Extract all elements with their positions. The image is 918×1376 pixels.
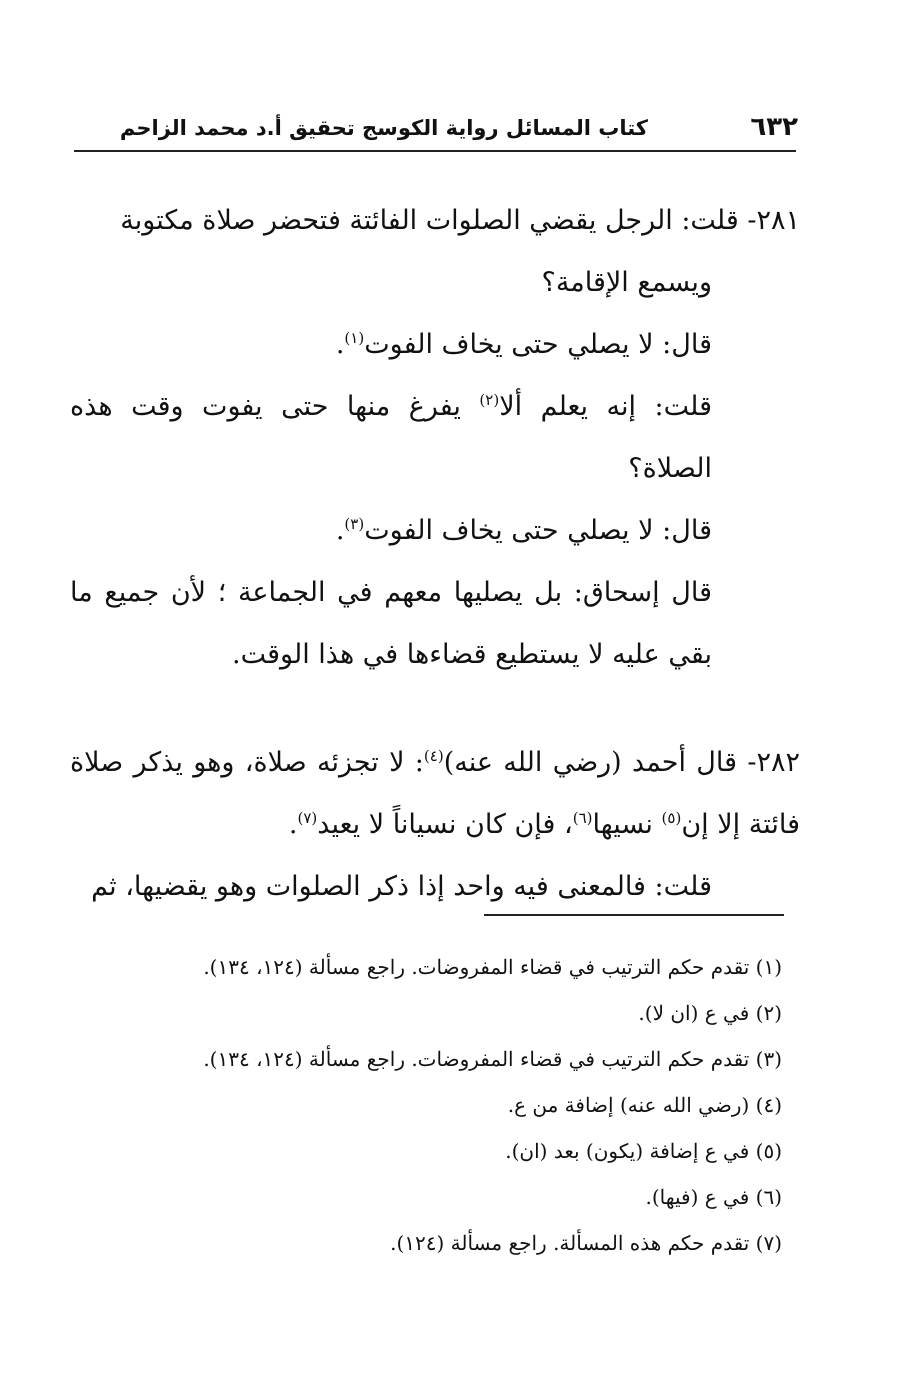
issue-282 — [70, 732, 800, 856]
question-2 — [70, 376, 800, 500]
footnote-ref-2[interactable]: (٢) — [479, 391, 500, 409]
issue-282-text-d: ، فإن كان نسياناً لا يعيد — [317, 809, 573, 840]
answer-1 — [70, 314, 800, 376]
answer-3-text: قال: لا يصلي حتى يخاف الفوت — [364, 515, 712, 546]
header-rule — [74, 150, 796, 152]
issue-281-question — [70, 190, 800, 314]
question-2-text-b: يفرغ منها حتى يفوت وقت هذه الصلاة؟ — [70, 391, 712, 484]
ishaq-statement: قال إسحاق: بل يصليها معهم في الجماعة ؛ لأن جميع ما بقي عليه لا يستطيع قضاءها في هذا الوقت. — [70, 577, 712, 670]
footnote-ref-7[interactable]: (٧) — [297, 809, 318, 827]
footnote-ref-3[interactable]: (٣) — [344, 515, 365, 533]
footnote-ref-1[interactable]: (١) — [344, 329, 365, 347]
issue-282-end: . — [288, 809, 298, 840]
footnote-ref-5[interactable]: (٥) — [661, 809, 682, 827]
main-text — [70, 190, 800, 918]
answer-3-end: . — [335, 515, 345, 546]
question-2-text-a: قلت: إنه يعلم ألا — [499, 391, 712, 422]
issue-282-text-a: ٢٨٢- قال أحمد (رضي الله عنه) — [443, 747, 800, 778]
footnote-7: (٧) تقدم حكم هذه المسألة. راجع مسألة (١٢٤). — [390, 1231, 782, 1255]
issue-282-text-b: : لا تجزئه صلاة، وهو يذكر صلاة فائتة إلا إن — [70, 747, 800, 840]
answer-1-text: قال: لا يصلي حتى يخاف الفوت — [364, 329, 712, 360]
issue-282-text-c: نسيها — [592, 809, 662, 840]
footnote-5: (٥) في ع إضافة (يكون) بعد (ان). — [505, 1139, 782, 1163]
footnote-6: (٦) في ع (فيها). — [645, 1185, 782, 1209]
answer-3 — [70, 500, 800, 562]
footnote-1: (١) تقدم حكم الترتيب في قضاء المفروضات. راجع مسألة (١٢٤، ١٣٤). — [203, 955, 782, 979]
footnote-3: (٣) تقدم حكم الترتيب في قضاء المفروضات. راجع مسألة (١٢٤، ١٣٤). — [203, 1047, 782, 1071]
footnotes — [150, 944, 782, 1266]
closing-question: قلت: فالمعنى فيه واحد إذا ذكر الصلوات وهو يقضيها، ثم — [91, 871, 712, 902]
answer-1-end: . — [335, 329, 345, 360]
footnote-ref-4[interactable]: (٤) — [423, 747, 444, 765]
page-number: ٦٣٢ — [750, 112, 798, 142]
footnote-4: (٤) (رضي الله عنه) إضافة من ع. — [507, 1093, 782, 1117]
running-title: كتاب المسائل رواية الكوسج تحقيق أ.د محمد الزاحم — [119, 116, 648, 140]
footnote-separator — [484, 914, 784, 916]
issue-281-line-2: ويسمع الإقامة؟ — [541, 267, 712, 298]
issue-281-line-1: ٢٨١- قلت: الرجل يقضي الصلوات الفائتة فتحضر صلاة مكتوبة — [120, 205, 800, 236]
page-header — [74, 112, 798, 148]
section-gap — [70, 686, 800, 732]
footnote-2: (٢) في ع (ان لا). — [638, 1001, 782, 1025]
footnote-ref-6[interactable]: (٦) — [572, 809, 593, 827]
